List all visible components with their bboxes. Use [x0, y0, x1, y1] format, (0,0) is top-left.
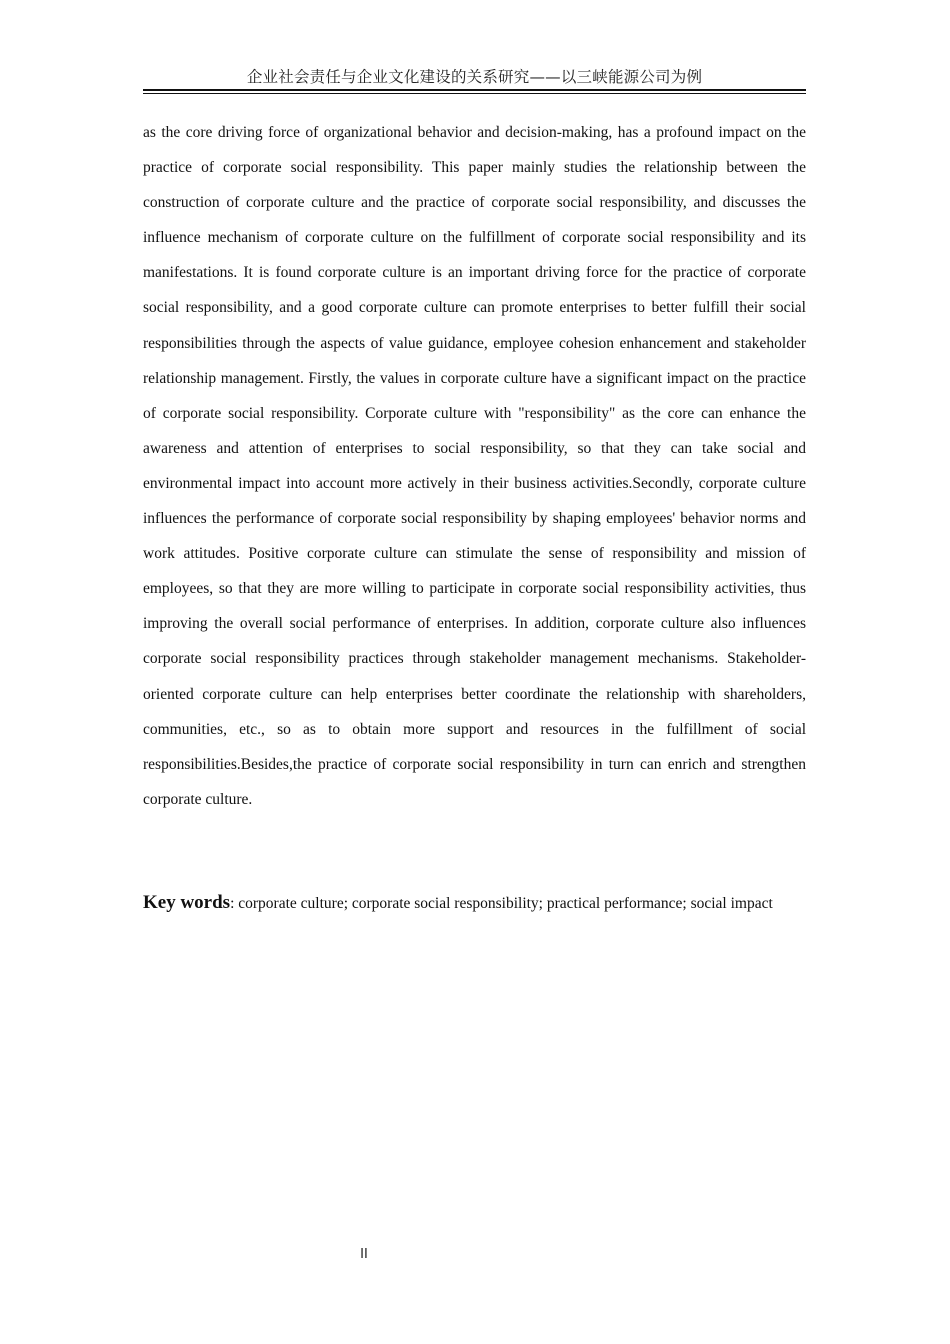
keywords-separator: :: [230, 895, 235, 912]
header-double-rule: [143, 89, 806, 94]
page-number: II: [360, 1247, 368, 1262]
keywords-text: corporate culture; corporate social responsibility; practical performance; social impact: [234, 895, 773, 912]
keywords-label: Key words: [143, 892, 231, 913]
keywords-line: [143, 887, 806, 919]
abstract-paragraph: as the core driving force of organizational behavior and decision-making, has a profound impact on the practice of corporate social responsibility. This paper mainly studies the relationship between the construction of corporate culture and the practice of corporate social responsibility, and discusses the influence mechanism of corporate culture on the fulfillment of corporate social responsibility and its manifestations. It is found corporate culture is an important driving force for the practice of corporate social responsibility, and a good corporate culture can promote enterprises to better fulfill their social responsibilities through the aspects of value guidance, employee cohesion enhancement and stakeholder relationship management. Firstly, the values in corporate culture have a significant impact on the practice of corporate social responsibility. Corporate culture with "responsibility" as the core can enhance the awareness and attention of enterprises to social responsibility, so that they can take social and environmental impact into account more actively in their business activities.Secondly, corporate culture influences the performance of corporate social responsibility by shaping employees' behavior norms and work attitudes. Positive corporate culture can stimulate the sense of responsibility and mission of employees, so that they are more willing to participate in corporate social responsibility activities, thus improving the overall social performance of enterprises. In addition, corporate culture also influences corporate social responsibility practices through stakeholder management mechanisms. Stakeholder-oriented corporate culture can help enterprises better coordinate the relationship with shareholders, communities, etc., so as to obtain more support and resources in the fulfillment of social responsibilities.Besides,the practice of corporate social responsibility in turn can enrich and strengthen corporate culture.: [143, 124, 806, 808]
running-header-title: 企业社会责任与企业文化建设的关系研究——以三峡能源公司为例: [246, 68, 703, 86]
